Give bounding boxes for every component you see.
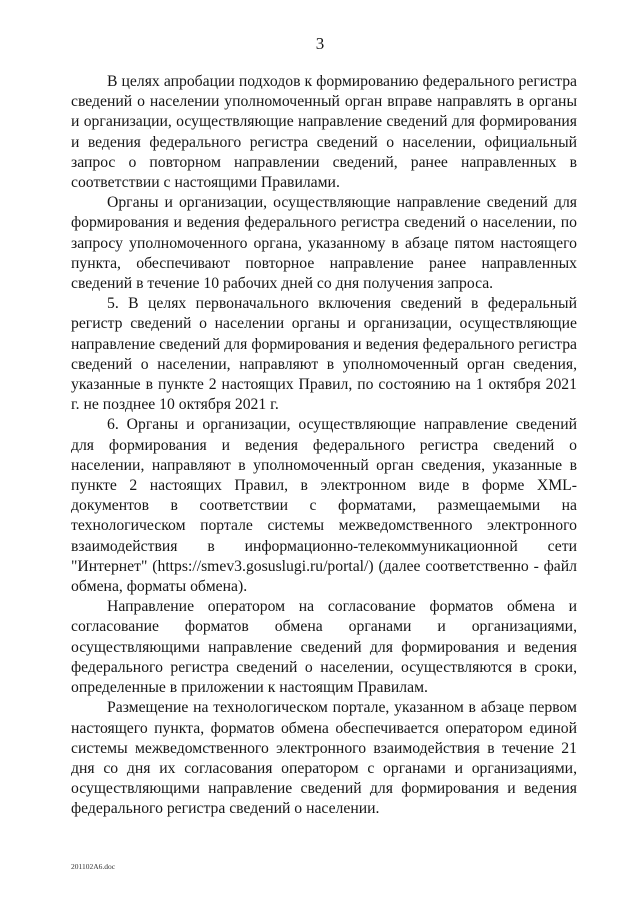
paragraph-format-approval: Направление оператором на согласование форматов обмена и согласование форматов обмена органами и организациями, осуществляющими направление сведений для формирования и ведения федерального регистра сведений о населении, осуществляются в сроки, определенные в приложении к настоящим Правилам.	[71, 598, 577, 697]
paragraph-approbation-request: В целях апробации подходов к формированию федерального регистра сведений о населении уполномоченный орган вправе направлять в органы и организации, осуществляющие направление сведений для формирования и ведения федерального регистра сведений о населении, официальный запрос о повторном направлении сведений, ранее направленных в соответствии с настоящими Правилами.	[71, 73, 577, 192]
paragraph-item-5: 5. В целях первоначального включения сведений в федеральный регистр сведений о населении органы и организации, осуществляющие направление сведений для формирования и ведения федерального регистра сведений о населении, направляют в уполномоченный орган сведения, указанные в пункте 2 настоящих Правил, по состоянию на 1 октября 2021 г. не позднее 10 октября 2021 г.	[71, 295, 577, 414]
page-number: 3	[315, 34, 325, 53]
document-body	[71, 72, 577, 820]
paragraph-format-publication: Размещение на технологическом портале, указанном в абзаце первом настоящего пункта, форматов обмена обеспечивается оператором единой системы межведомственного электронного взаимодействия в течение 21 дня со дня их согласования оператором с органами и организациями, осуществляющими направление сведений для формирования и ведения федерального регистра сведений о населении.	[71, 699, 577, 818]
footer-filename: 201102A6.doc	[71, 862, 116, 871]
paragraph-item-6: 6. Органы и организации, осуществляющие направление сведений для формирования и ведения федерального регистра сведений о населении, направляют в уполномоченный орган сведения, указанные в пункте 2 настоящих Правил, в электронном виде в форме XML-документов в соответствии с форматами, размещаемыми на технологическом портале системы межведомственного электронного взаимодействия в информационно-телекоммуникационной сети "Интернет" (https://smev3.gosuslugi.ru/portal/) (далее соответственно - файл обмена, форматы обмена).	[71, 416, 577, 596]
paragraph-repeat-submission: Органы и организации, осуществляющие направление сведений для формирования и ведения федерального регистра сведений о населении, по запросу уполномоченного органа, указанному в абзаце пятом настоящего пункта, обеспечивают повторное направление ранее направленных сведений в течение 10 рабочих дней со дня получения запроса.	[71, 194, 577, 293]
